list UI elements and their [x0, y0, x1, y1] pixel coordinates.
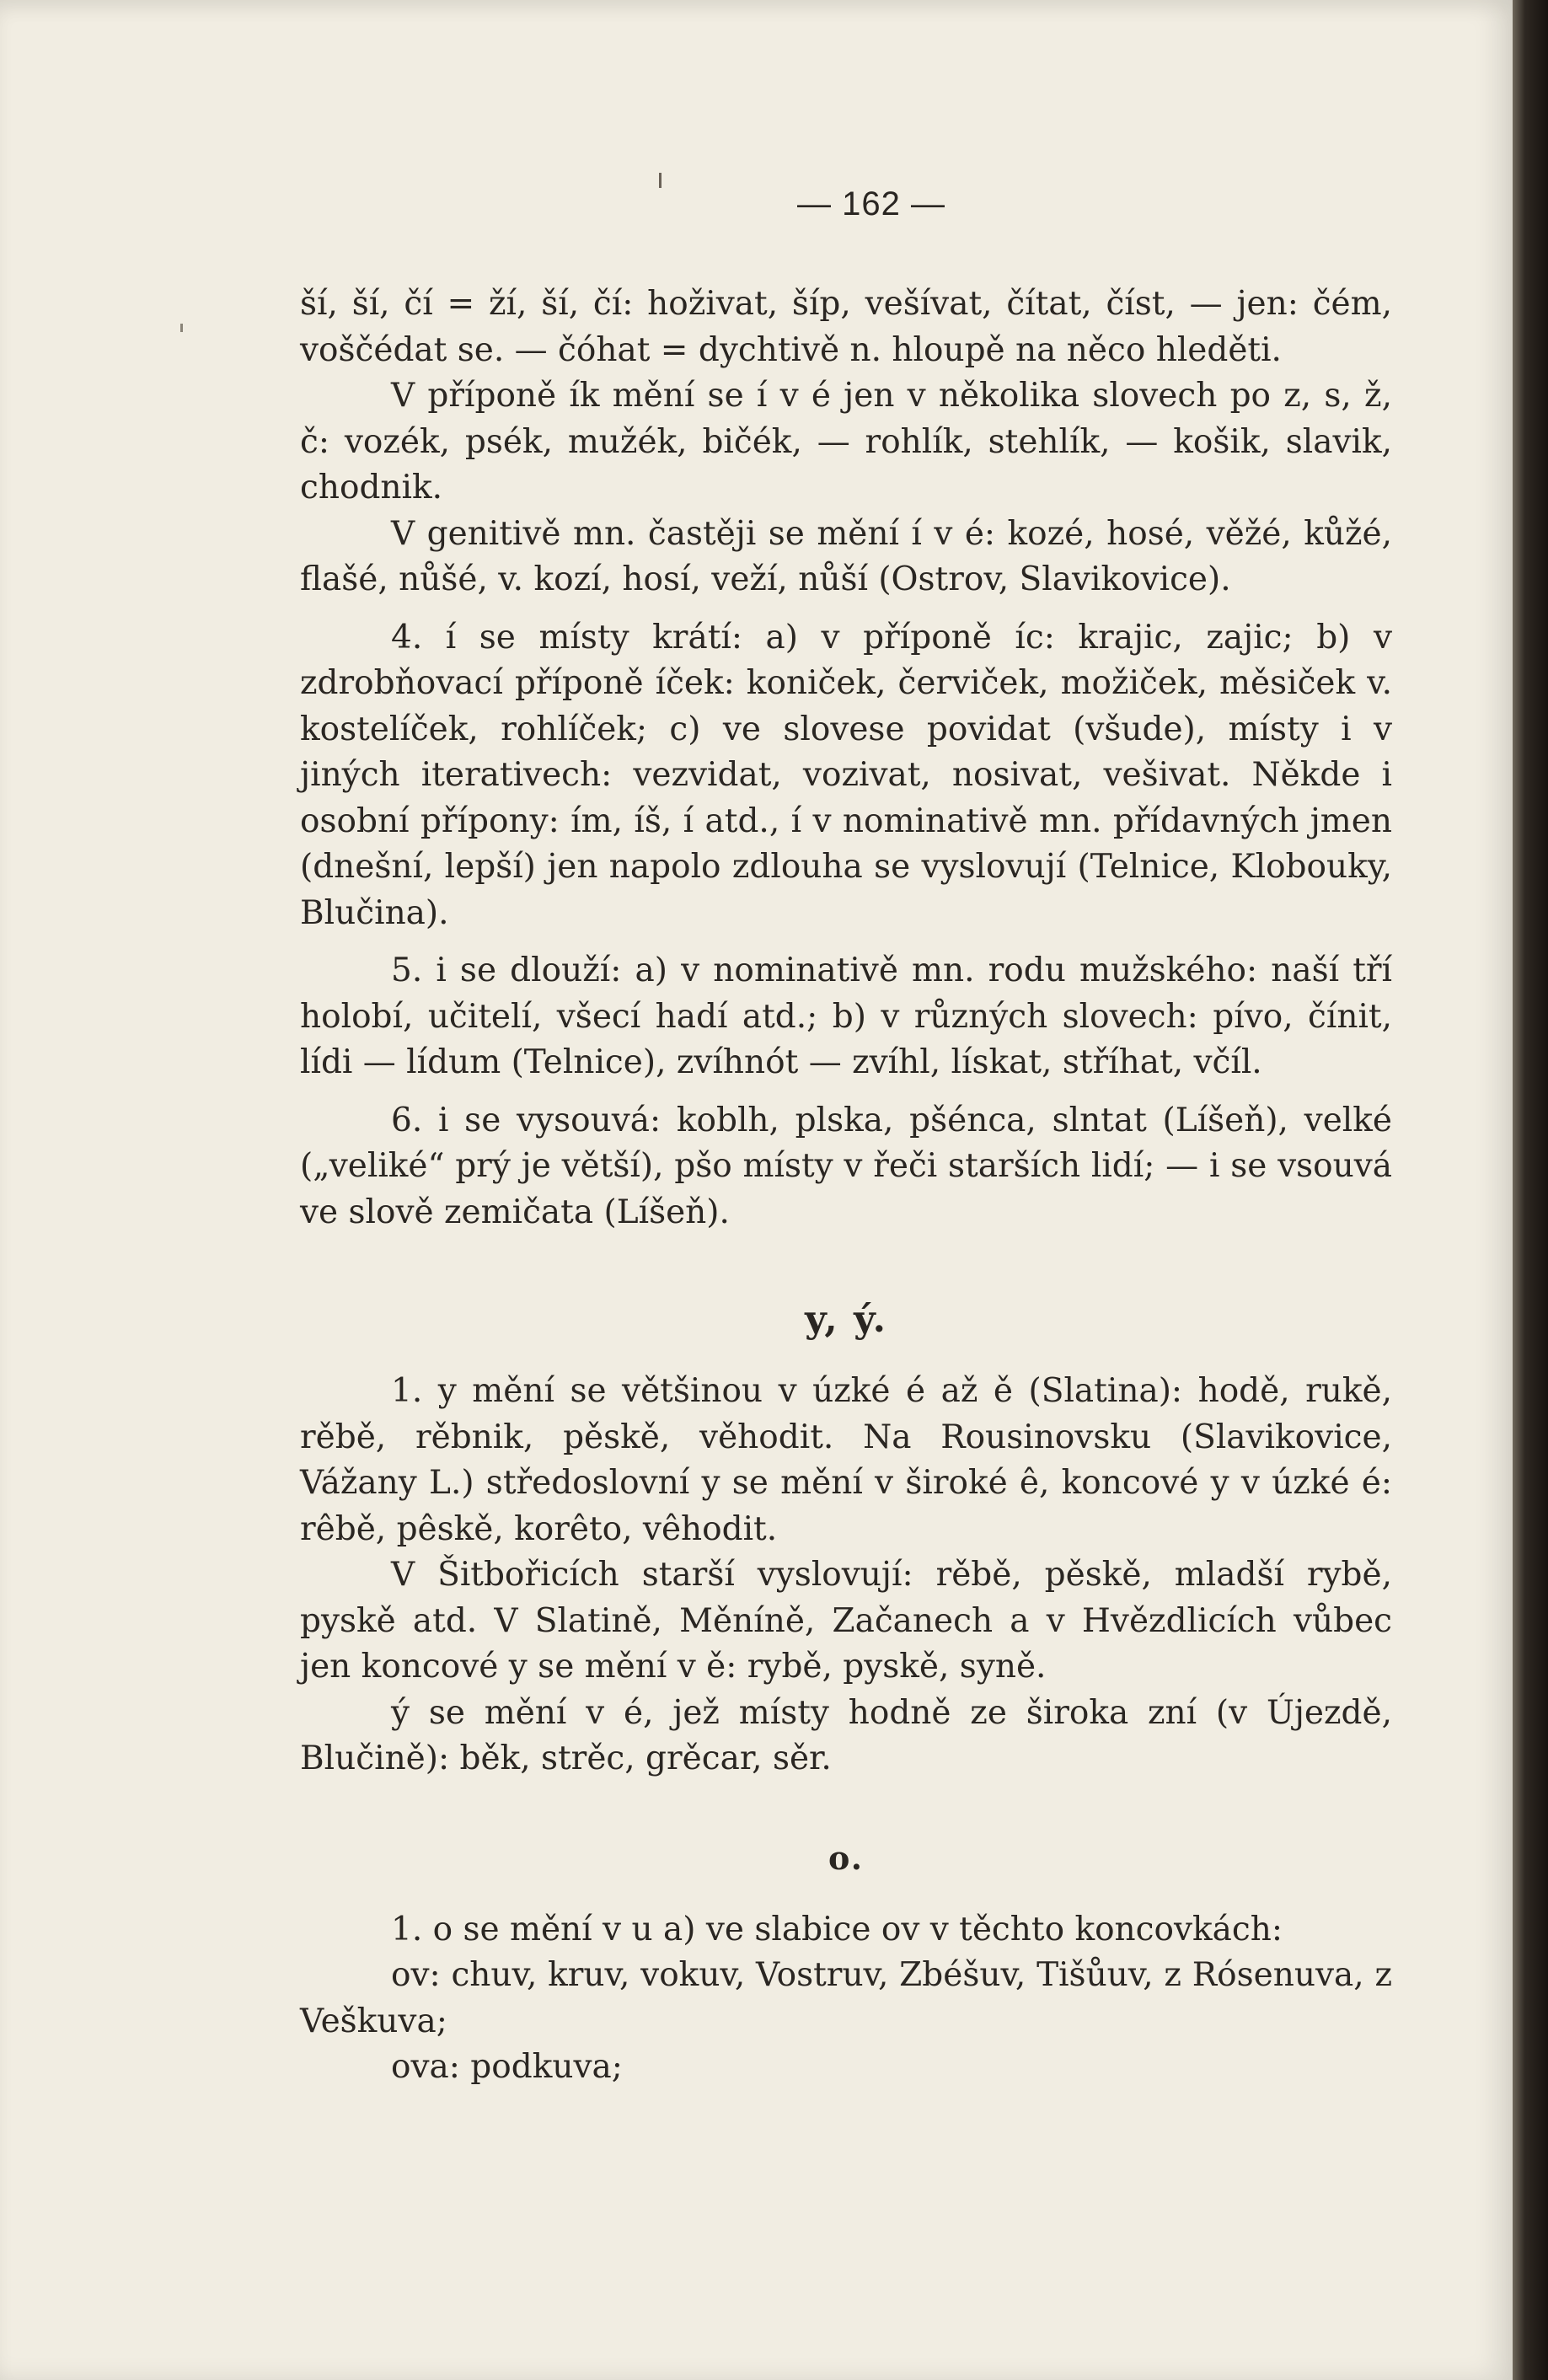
paragraph: 6. i se vysouvá: koblh, plska, pšénca, slntat (Líšeň), velké („veliké“ prý je větší), pšo místy v řeči starších lidí; — i se vsouvá ve slově zemičata (Líšeň). [300, 1101, 1392, 1231]
paragraph: 4. í se místy krátí: a) v příponě íc: krajic, zajic; b) v zdrobňovací příponě íček: koniček, červiček, možiček, měsiček v. kostelíček, rohlíček; c) ve slovese povidat (všude), místy i v jiných iterativech: vezvidat, vozivat, nosivat, vešivat. Někde i osobní přípony: ím, íš, í atd., í v nominativě mn. přídavných jmen (dnešní, lepší) jen napolo zdlouha se vyslovují (Telnice, Klobouky, Blučina). [300, 618, 1392, 932]
section-heading-o: o. [828, 1838, 864, 1877]
paragraph: 5. i se dlouží: a) v nominativě mn. rodu mužského: naší tří holobí, učitelí, všecí hadí atd.; b) v různých slovech: pívo, čínit, lídi — lídum (Telnice), zvíhnót — zvíhl, lískat, stříhat, včíl. [300, 951, 1392, 1081]
paragraph: ov: chuv, kruv, vokuv, Vostruv, Zbéšuv, Tišůuv, z Rósenuva, z Veškuva; [300, 1956, 1392, 2040]
page-content [300, 179, 1392, 2091]
paragraph: ý se mění v é, jež místy hodně ze široka zní (v Újezdě, Blučině): běk, strěc, grěcar, sěr. [300, 1693, 1392, 1777]
paragraph: ší, ší, čí = ží, ší, čí: hoživat, šíp, vešívat, čítat, číst, — jen: čém, voščédat se. — čóhat = dychtivě n. hloupě na něco hleděti. [300, 285, 1392, 369]
paragraph: V příponě ík mění se í v é jen v několika slovech po z, s, ž, č: vozék, psék, mužék, bičék, — rohlík, stehlík, — košik, slavik, chodnik. [300, 377, 1392, 507]
paragraph: V Šitbořicích starší vyslovují: rěbě, pěskě, mladší rybě, pyskě atd. V Slatině, Měníně, Začanech a v Hvězdlicích vůbec jen koncové y se mění v ě: rybě, pyskě, syně. [300, 1556, 1392, 1686]
paragraph: ova: podkuva; [391, 2048, 623, 2086]
page-number: — 162 — [797, 185, 945, 222]
section-heading-y: y, ý. [805, 1298, 887, 1341]
paragraph: 1. y mění se většinou v úzké é až ě (Slatina): hodě, rukě, rěbě, rěbnik, pěskě, věhodit. Na Rousinovsku (Slavikovice, Vážany L.) středoslovní y se mění v široké ê, koncové y v úzké é: rêbě, pêskě, korêto, vêhodit. [300, 1372, 1392, 1548]
margin-mark [180, 324, 183, 332]
book-spine-edge [1513, 0, 1548, 2380]
paragraph: 1. o se mění v u a) ve slabice ov v těchto koncovkách: [391, 1910, 1283, 1948]
paragraph: V genitivě mn. častěji se mění í v é: kozé, hosé, věžé, kůžé, flašé, nůšé, v. kozí, hosí, veží, nůší (Ostrov, Slavikovice). [300, 514, 1392, 598]
